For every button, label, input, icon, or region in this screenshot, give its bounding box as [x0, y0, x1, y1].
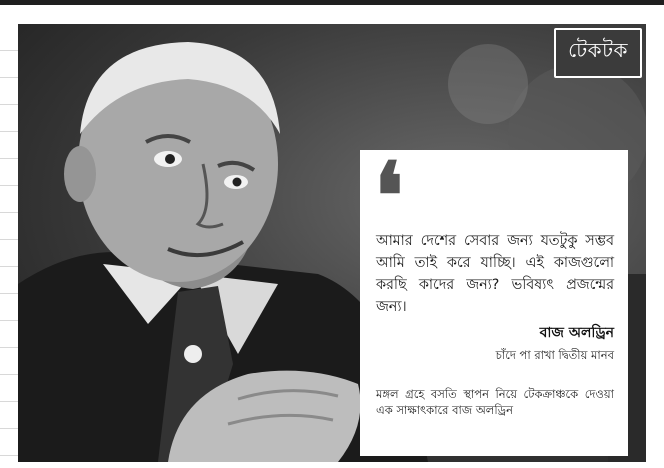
quote-source: মঙ্গল গ্রহে বসতি স্থাপন নিয়ে টেকক্রাঞ্চকে দেওয়া এক সাক্ষাৎকারে বাজ অলড্রিন [376, 387, 614, 417]
page-bottom-margin [0, 462, 664, 468]
page-top-rule [0, 0, 664, 5]
quote-box [360, 142, 628, 456]
quote-author-title: চাঁদে পা রাখা দ্বিতীয় মানব [495, 348, 614, 362]
quote-mark-icon: ❛ [374, 142, 404, 250]
adjacent-column-edge [0, 24, 18, 462]
right-margin [646, 24, 664, 462]
quote-text: আমার দেশের সেবার জন্য যতটুকু সম্ভব আমি তাই করে যাচ্ছি। এই কাজগুলো করছি কাদের জন্য? ভবিষ্যৎ প্রজন্মের জন্য। [376, 233, 614, 315]
section-tag: টেকটক [554, 28, 642, 78]
quote-author: বাজ অলড্রিন [539, 325, 614, 341]
